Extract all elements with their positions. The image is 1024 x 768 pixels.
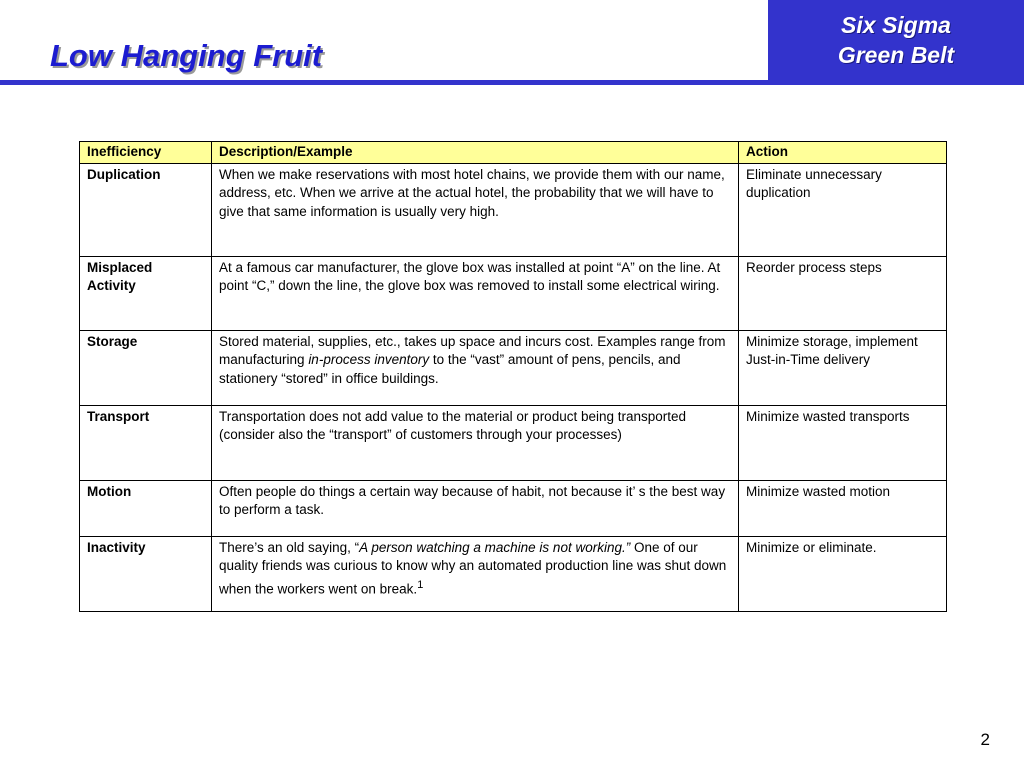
inefficiency-table: [79, 141, 947, 612]
row-name: Transport: [80, 405, 212, 480]
table-row: [80, 405, 947, 480]
brand-line-1: Six Sigma: [841, 12, 951, 38]
column-header-description: Description/Example: [212, 142, 739, 164]
row-description: At a famous car manufacturer, the glove box was installed at point “A” on the line. At point “C,” down the line, the glove box was removed to install some electrical wiring.: [212, 256, 739, 330]
brand-box: [768, 0, 1024, 80]
row-name: Duplication: [80, 163, 212, 256]
table-row: [80, 480, 947, 536]
footnote-marker: 1: [417, 578, 424, 591]
row-action: Reorder process steps: [739, 256, 947, 330]
description-emphasis: A person watching a machine is not working.”: [359, 539, 631, 555]
row-name: Motion: [80, 480, 212, 536]
row-description: [212, 536, 739, 611]
row-action: Minimize or eliminate.: [739, 536, 947, 611]
description-emphasis: in-process inventory: [308, 352, 430, 367]
row-action: Minimize wasted transports: [739, 405, 947, 480]
row-action: Eliminate unnecessary duplication: [739, 163, 947, 256]
table-row: [80, 536, 947, 611]
table-row: [80, 330, 947, 405]
title-divider: [0, 80, 1024, 85]
slide-title: Low Hanging Fruit: [50, 38, 323, 73]
column-header-action: Action: [739, 142, 947, 164]
page-number: 2: [980, 730, 990, 749]
description-text: There’s an old saying, “: [219, 539, 360, 555]
description-text: One of our quality friends was curious to know why an automated production line was shut down when the workers went on break.: [219, 539, 727, 596]
row-description: When we make reservations with most hotel chains, we provide them with our name, address, etc. When we arrive at the actual hotel, the probability that we will have to give that same information is usually very high.: [212, 163, 739, 256]
row-description: Transportation does not add value to the material or product being transported (consider also the “transport” of customers through your processes): [212, 405, 739, 480]
table-row: [80, 163, 947, 256]
brand-line-2: Green Belt: [837, 42, 955, 68]
column-header-inefficiency: Inefficiency: [80, 142, 212, 164]
table-header-row: [80, 142, 947, 164]
row-description: [212, 330, 739, 405]
table-row: [80, 256, 947, 330]
row-description: Often people do things a certain way because of habit, not because it’ s the best way to perform a task.: [212, 480, 739, 536]
row-name: Misplaced Activity: [80, 256, 212, 330]
row-action: Minimize wasted motion: [739, 480, 947, 536]
row-action: Minimize storage, implement Just-in-Time delivery: [739, 330, 947, 405]
row-name: Inactivity: [80, 536, 212, 611]
description-text: Stored material, supplies, etc., takes up space and incurs cost. Examples range from manufacturing: [219, 333, 726, 367]
description-text: to the “vast” amount of pens, pencils, and stationery “stored” in office buildings.: [219, 352, 681, 386]
row-name: Storage: [80, 330, 212, 405]
